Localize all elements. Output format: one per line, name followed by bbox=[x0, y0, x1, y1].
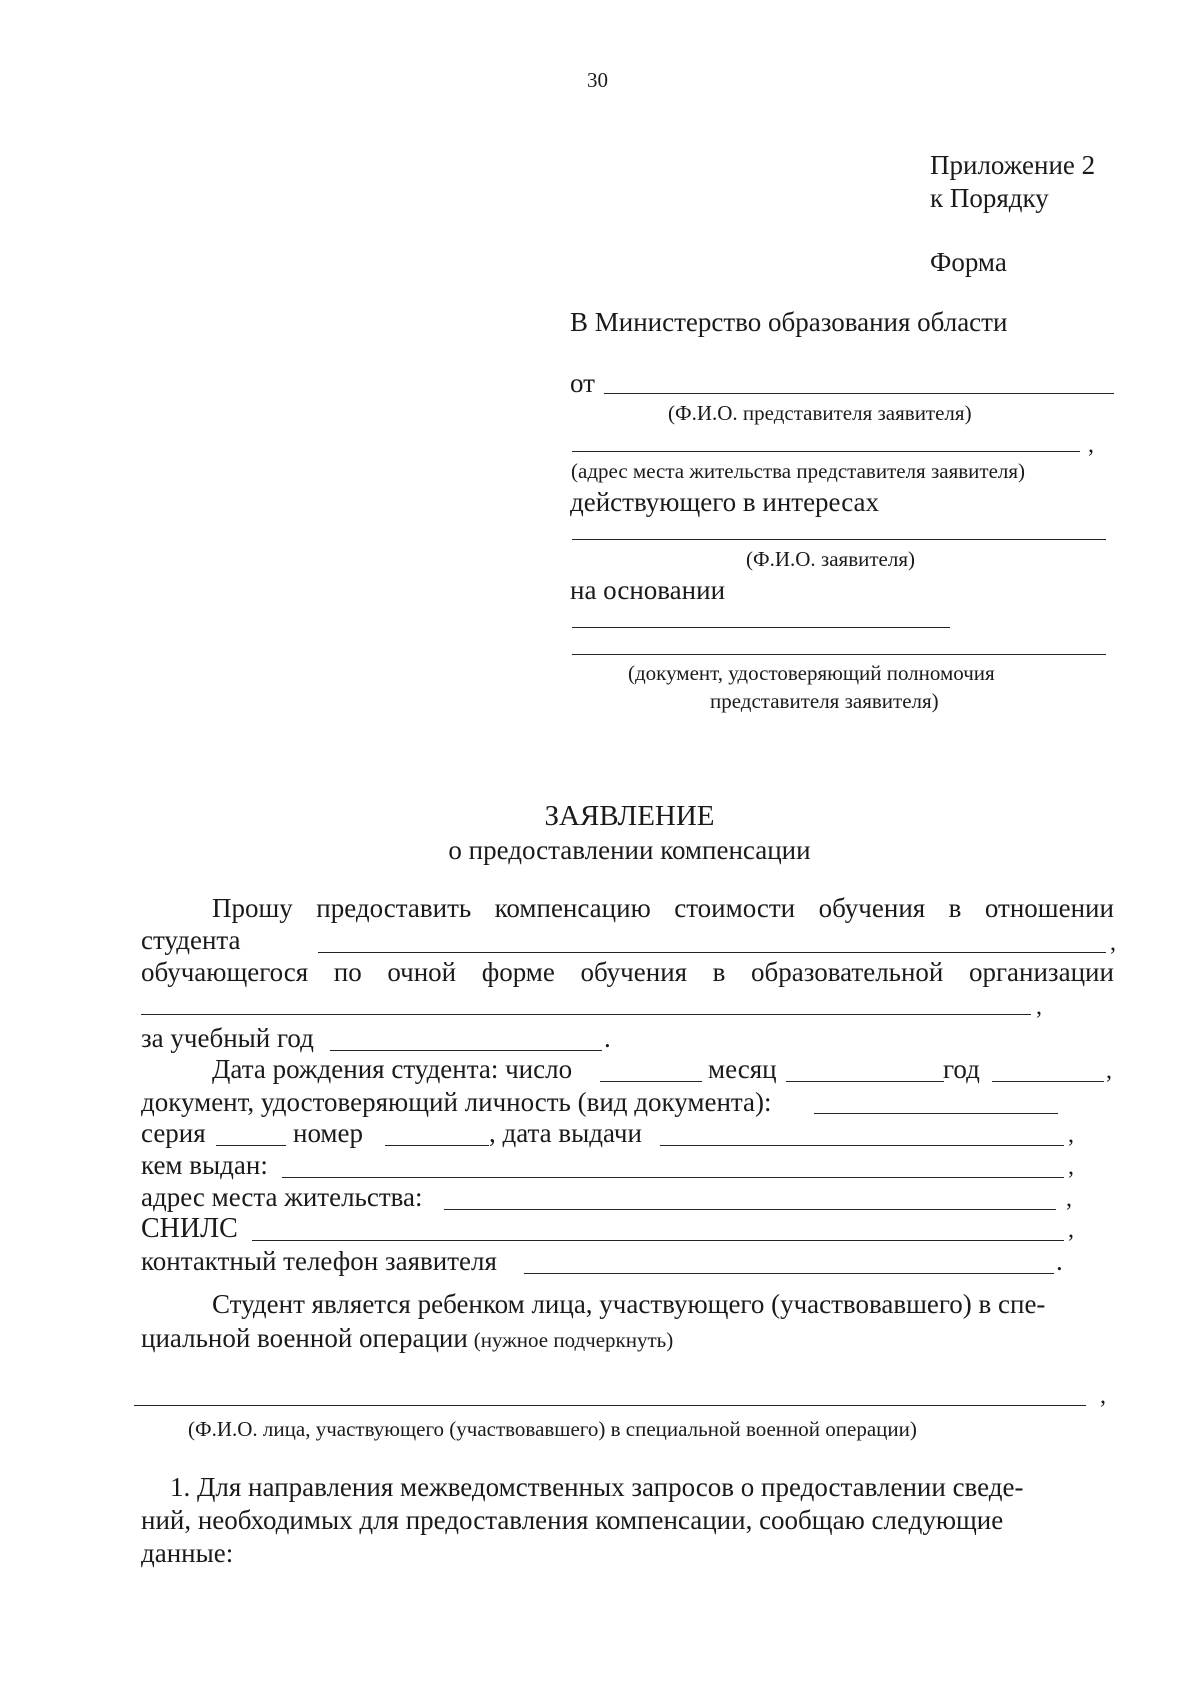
rep-name-field[interactable] bbox=[604, 393, 1114, 394]
rep-address-field[interactable] bbox=[572, 451, 1080, 452]
issue-date-label: , дата выдачи bbox=[489, 1118, 642, 1148]
studying-word: обучающегося bbox=[141, 957, 309, 987]
request-word: предоставить bbox=[316, 893, 472, 923]
studying-word: организации bbox=[968, 957, 1114, 987]
child-of-text: циальной военной операции bbox=[141, 1323, 468, 1353]
request-line bbox=[212, 893, 1114, 924]
comma: , bbox=[1068, 1122, 1074, 1148]
birth-date-label: Дата рождения студента: число bbox=[212, 1054, 573, 1084]
birth-month-field[interactable] bbox=[786, 1081, 944, 1082]
snils-label: СНИЛС bbox=[141, 1213, 238, 1244]
appendix-reference: к Порядку bbox=[930, 183, 1049, 213]
comma: , bbox=[1068, 1217, 1074, 1243]
acting-for-label: действующего в интересах bbox=[570, 487, 880, 517]
period: . bbox=[1056, 1246, 1063, 1276]
applicant-name-caption: (Ф.И.О. заявителя) bbox=[746, 547, 915, 571]
basis-label: на основании bbox=[570, 575, 726, 605]
underline-note: (нужное подчеркнуть) bbox=[473, 1328, 674, 1352]
basis-doc-field-1[interactable] bbox=[572, 627, 950, 628]
issued-by-field[interactable] bbox=[282, 1177, 1064, 1178]
comma: , bbox=[1036, 994, 1042, 1020]
form-label: Форма bbox=[930, 247, 1007, 277]
series-label: серия bbox=[141, 1118, 206, 1148]
academic-year-field[interactable] bbox=[330, 1050, 602, 1051]
phone-field[interactable] bbox=[524, 1273, 1054, 1274]
student-name-field[interactable] bbox=[318, 952, 1106, 953]
from-label: от bbox=[570, 368, 595, 398]
participant-name-field[interactable] bbox=[134, 1405, 1086, 1406]
studying-word: по bbox=[333, 957, 362, 987]
id-doc-label: документ, удостоверяющий личность (вид документа): bbox=[141, 1087, 772, 1117]
document-subtitle: о предоставлении компенсации bbox=[448, 835, 811, 865]
studying-word: форме bbox=[481, 957, 555, 987]
rep-name-caption: (Ф.И.О. представителя заявителя) bbox=[668, 401, 972, 425]
child-of-line2 bbox=[141, 1323, 673, 1354]
comma: , bbox=[1088, 432, 1094, 458]
item1-line3: данные: bbox=[141, 1538, 234, 1568]
period: . bbox=[604, 1023, 611, 1053]
residence-field[interactable] bbox=[444, 1209, 1056, 1210]
snils-field[interactable] bbox=[252, 1240, 1064, 1241]
comma: , bbox=[1106, 1058, 1112, 1084]
doc-caption-line2: представителя заявителя) bbox=[710, 689, 939, 713]
series-field[interactable] bbox=[216, 1145, 286, 1146]
year-label: год bbox=[943, 1054, 980, 1084]
doc-caption-line1: (документ, удостоверяющий полномочия bbox=[628, 661, 995, 685]
request-word: отношении bbox=[984, 893, 1114, 923]
phone-label: контактный телефон заявителя bbox=[141, 1246, 497, 1276]
page-number: 30 bbox=[587, 68, 608, 92]
appendix-number: Приложение 2 bbox=[930, 150, 1096, 180]
studying-line bbox=[141, 957, 1114, 988]
number-label: номер bbox=[293, 1118, 364, 1148]
comma: , bbox=[1066, 1186, 1072, 1212]
comma: , bbox=[1068, 1154, 1074, 1180]
request-word: компенсацию bbox=[494, 893, 651, 923]
birth-day-field[interactable] bbox=[600, 1081, 702, 1082]
academic-year-label: за учебный год bbox=[141, 1023, 314, 1053]
id-doc-type-field[interactable] bbox=[814, 1113, 1058, 1114]
birth-year-field[interactable] bbox=[992, 1081, 1104, 1082]
request-word: Прошу bbox=[212, 893, 293, 923]
request-word: стоимости bbox=[674, 893, 796, 923]
item1-line2: ний, необходимых для предоставления компенсации, сообщаю следующие bbox=[141, 1505, 1004, 1535]
issue-date-field[interactable] bbox=[660, 1145, 1064, 1146]
studying-word: обучения bbox=[580, 957, 688, 987]
participant-caption: (Ф.И.О. лица, участвующего (участвовавшего) в специальной военной операции) bbox=[188, 1417, 917, 1441]
month-label: месяц bbox=[708, 1054, 777, 1084]
student-label: студента bbox=[141, 925, 241, 955]
request-word: обучения bbox=[818, 893, 926, 923]
comma: , bbox=[1100, 1383, 1106, 1409]
studying-word: образовательной bbox=[751, 957, 944, 987]
item1-line1: 1. Для направления межведомственных запросов о предоставлении сведе- bbox=[170, 1472, 1024, 1502]
rep-address-caption: (адрес места жительства представителя заявителя) bbox=[571, 459, 1026, 483]
document-title: ЗАЯВЛЕНИЕ bbox=[544, 800, 715, 832]
request-word: в bbox=[948, 893, 962, 923]
organization-field[interactable] bbox=[141, 1014, 1031, 1015]
comma: , bbox=[1110, 930, 1116, 956]
studying-word: в bbox=[712, 957, 726, 987]
issued-by-label: кем выдан: bbox=[141, 1150, 268, 1180]
studying-word: очной bbox=[387, 957, 457, 987]
basis-doc-field-2[interactable] bbox=[572, 654, 1106, 655]
applicant-name-field[interactable] bbox=[572, 539, 1106, 540]
child-of-line1: Студент является ребенком лица, участвующего (участвовавшего) в спе- bbox=[212, 1289, 1046, 1319]
addressee-ministry: В Министерство образования области bbox=[570, 307, 1008, 337]
residence-label: адрес места жительства: bbox=[141, 1182, 423, 1212]
number-field[interactable] bbox=[385, 1145, 489, 1146]
